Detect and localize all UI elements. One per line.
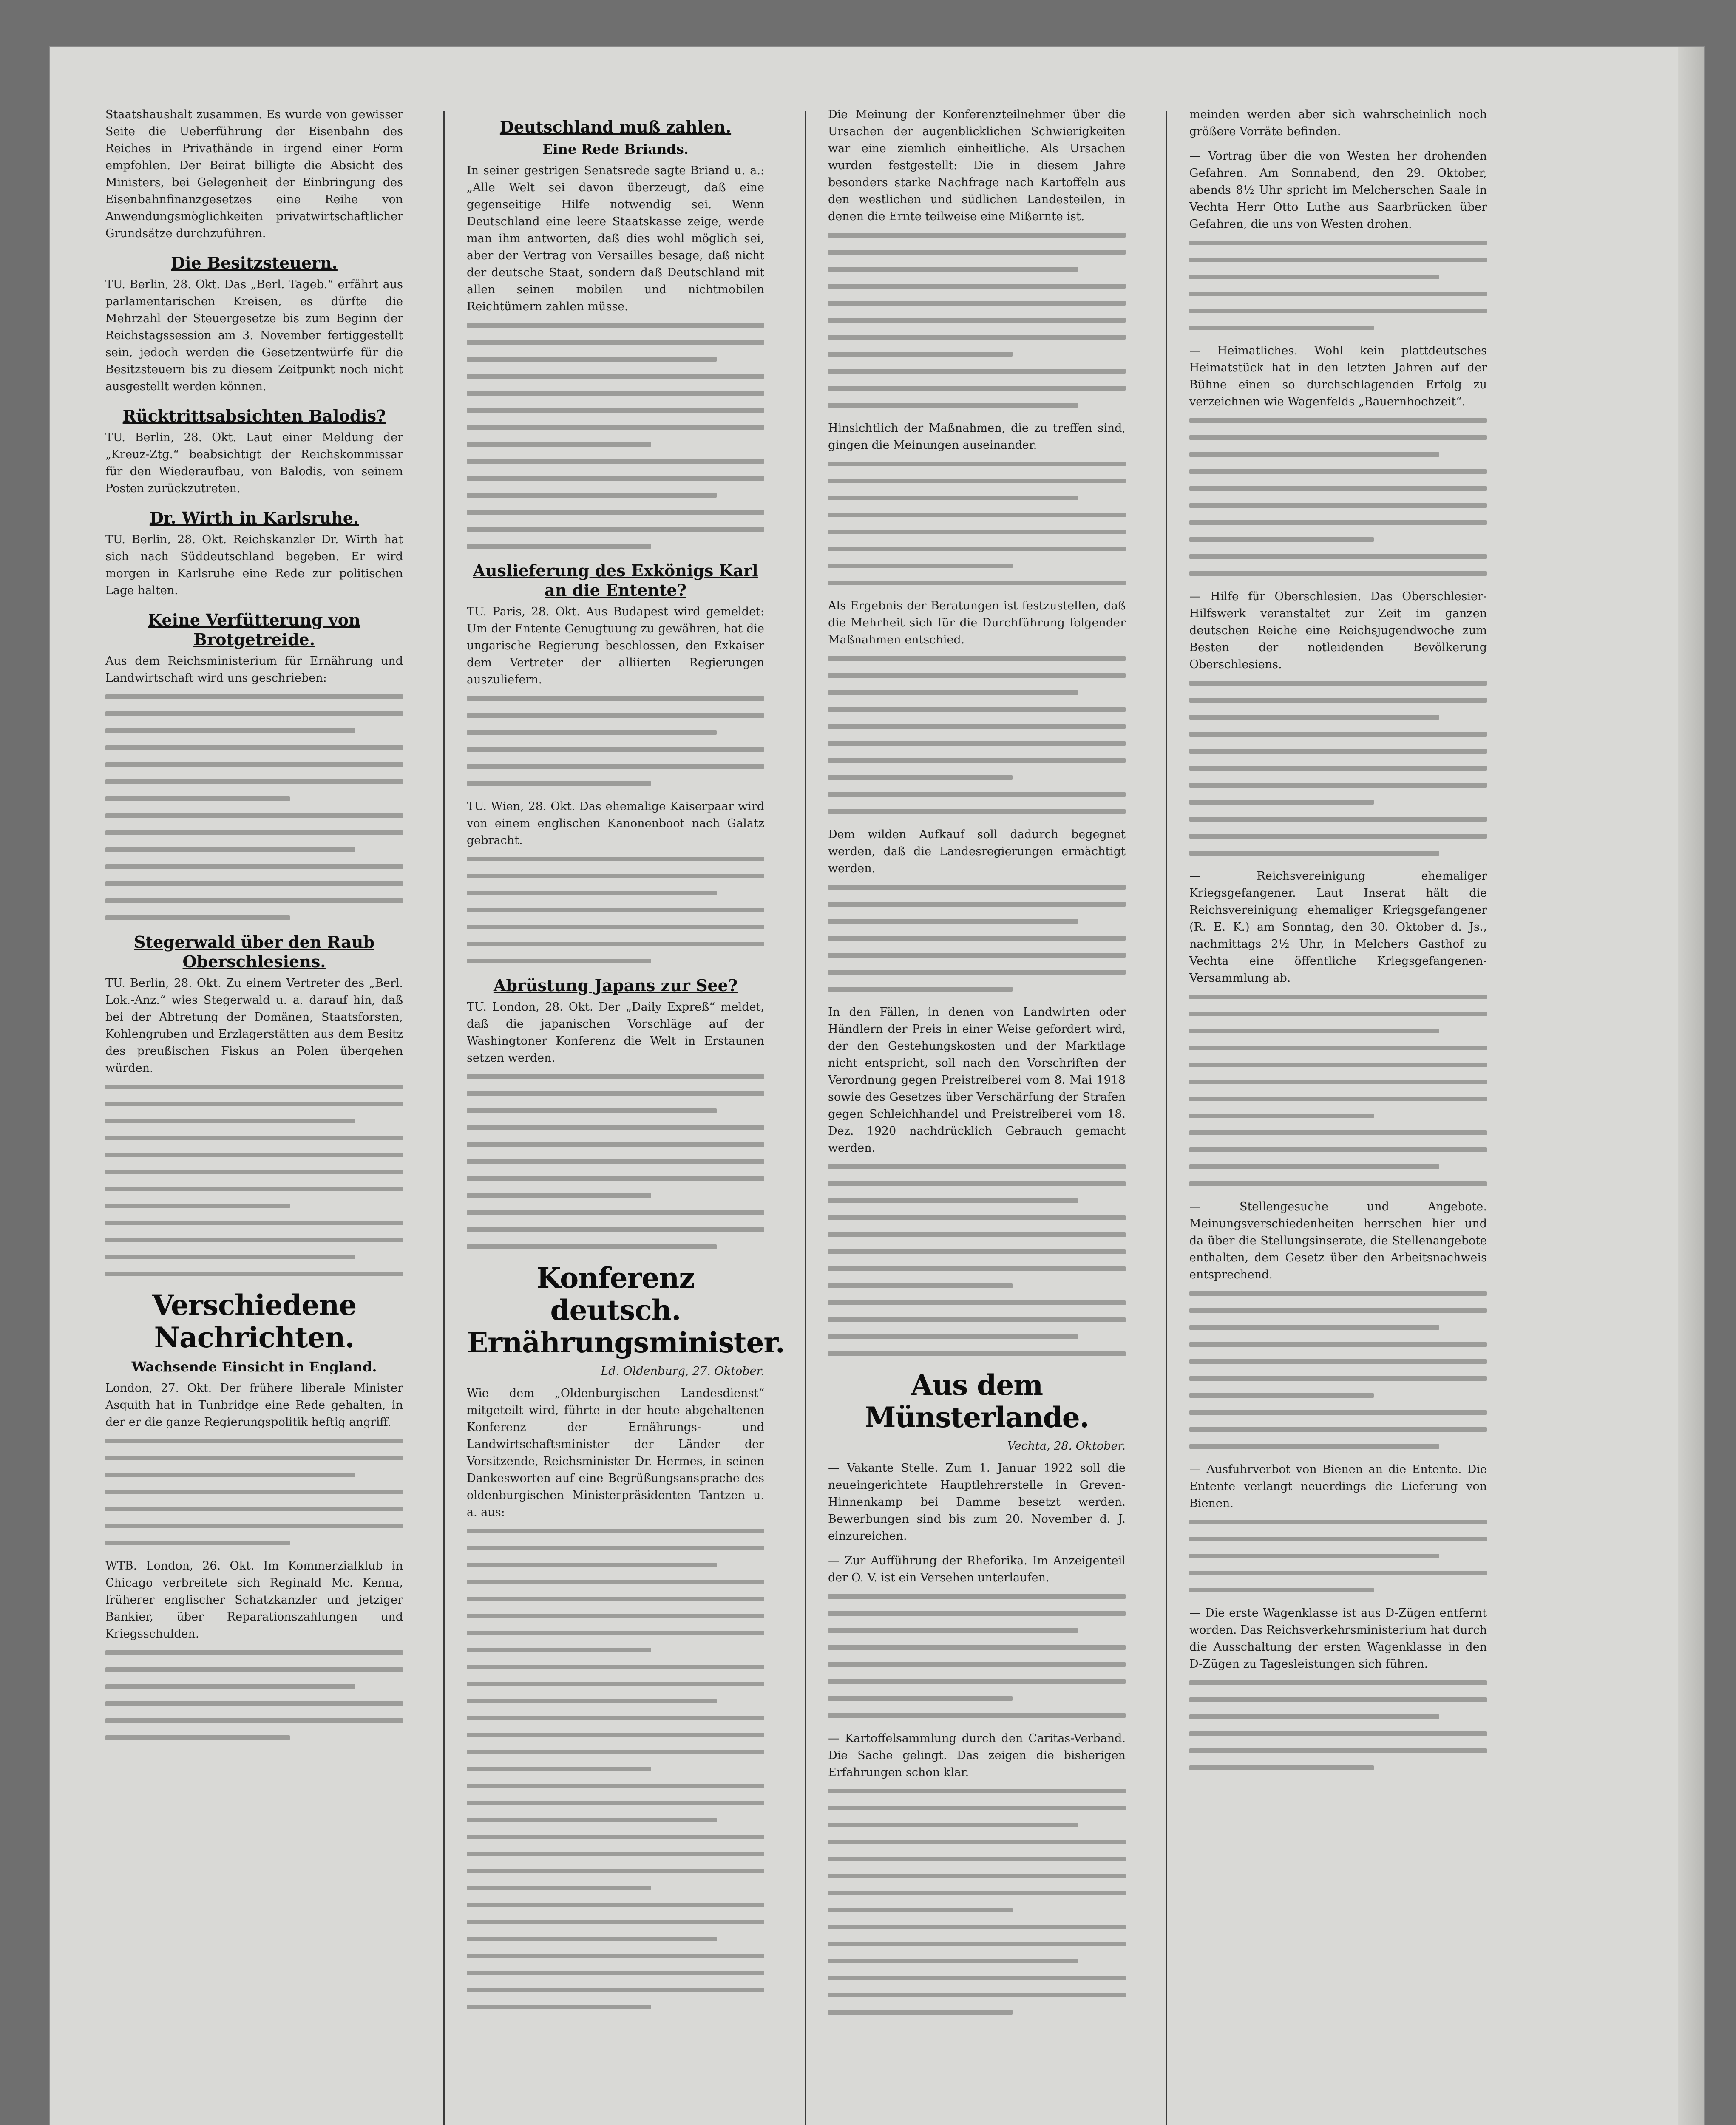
article-text: In den Fällen, in denen von Landwirten oder Händlern der Preis in einer Weise gefordert wird, der den Gestehungskosten und der Marktlage nicht entspricht, soll nach den Vorschriften der Verordnung gegen Preistreiberei vom 8. Mai 1918 sowie des Gesetzes über Verschärfung der Strafen gegen Schleichhandel und Preistreiberei vom 18. Dez. 1920 nachdrücklich Gebrauch gemacht werden. [828, 1006, 1126, 1155]
section-title: Aus dem Münsterlande. [865, 1368, 1089, 1434]
illegible-text-block [828, 1164, 1126, 1356]
illegible-text-block [1189, 994, 1487, 1186]
illegible-text-block [828, 1789, 1126, 2014]
column-rule [805, 110, 806, 2125]
illegible-text-block [1189, 1291, 1487, 1449]
article-text: In seiner gestrigen Senatsrede sagte Briand u. a.: „Alle Welt sei davon überzeugt, daß eine gegenseitige Hilfe notwendig sei. Wenn Deutschland eine leere Staatskasse zeige, werde man ihm antworten, daß dies wohl möglich sei, aber der Vertrag von Versailles besage, daß nicht der deutsche Staat, sondern daß Deutschland mit allen seinen mobilen und nichtmobilen Reichtümern zahlen müsse. [467, 164, 764, 313]
article-text: — Hilfe für Oberschlesien. Das Oberschlesier-Hilfswerk veranstaltet zur Zeit im ganzen deutschen Reiche eine Reichsjugendwoche zum Besten der notleidenden Bevölkerung Oberschlesiens. [1189, 590, 1487, 671]
article-text: Dem wilden Aufkauf soll dadurch begegnet werden, daß die Landesregierungen ermächtigt werden. [828, 828, 1126, 875]
article-text: Staatshaushalt zusammen. Es wurde von gewisser Seite die Ueberführung der Eisenbahn des Reiches in Privathände in irgend einer Form empfohlen. Der Beirat billigte die Absicht des Ministers, bei Gelegenheit der Einbringung des Eisenbahnfinanzgesetzes eine Reihe von Anwendungsmöglichkeiten privatwirtschaftlicher Grundsätze durchzuführen. [105, 108, 403, 240]
article-text: TU. Paris, 28. Okt. Aus Budapest wird gemeldet: Um der Entente Genugtuung zu gewähren, hat die ungarische Regierung beschlossen, den Exkaiser dem Vertreter der alliierten Regierungen auszuliefern. [467, 605, 764, 686]
column-3 [828, 106, 1126, 2027]
article-text: — Ausfuhrverbot von Bienen an die Entente. Die Entente verlangt neuerdings die Lieferung von Bienen. [1189, 1463, 1487, 1510]
section-title: Konferenz deutsch. Ernährungsminister. [467, 1261, 785, 1359]
illegible-text-block [1189, 1680, 1487, 1770]
newspaper-page [50, 47, 1704, 2125]
column-rule [443, 110, 445, 2125]
article-text: Als Ergebnis der Beratungen ist festzustellen, daß die Mehrheit sich für die Durchführung folgender Maßnahmen entschied. [828, 599, 1126, 646]
illegible-text-block [1189, 1520, 1487, 1592]
article-text: Aus dem Reichsministerium für Ernährung und Landwirtschaft wird uns geschrieben: [105, 654, 403, 685]
illegible-text-block [467, 1074, 764, 1249]
illegible-text-block [828, 885, 1126, 992]
illegible-text-block [828, 656, 1126, 814]
article-text: TU. London, 28. Okt. Der „Daily Expreß“ meldet, daß die japanischen Vorschläge auf der Washingtoner Konferenz die Welt in Erstaunen setzen werden. [467, 1000, 764, 1065]
illegible-text-block [1189, 681, 1487, 856]
article-text: — Zur Aufführung der Rheforika. Im Anzeigenteil der O. V. ist ein Versehen unterlaufen. [828, 1554, 1126, 1584]
dateline: Ld. Oldenburg, 27. Oktober. [601, 1365, 764, 1378]
dateline: Vechta, 28. Oktober. [1007, 1439, 1126, 1453]
article-heading: Die Besitzsteuern. [171, 253, 338, 272]
article-heading: Rücktrittsabsichten Balodis? [122, 406, 386, 425]
illegible-text-block [105, 1439, 403, 1545]
section-title: Verschiedene Nachrichten. [152, 1289, 357, 1354]
article-text: meinden werden aber sich wahrscheinlich noch größere Vorräte befinden. [1189, 108, 1487, 138]
article-text: TU. Berlin, 28. Okt. Reichskanzler Dr. Wirth hat sich nach Süddeutschland begeben. Er wird morgen in Karlsruhe eine Rede zur politischen Lage halten. [105, 533, 403, 597]
illegible-text-block [105, 694, 403, 920]
article-text: — Die erste Wagenklasse ist aus D-Zügen entfernt worden. Das Reichsverkehrsministerium hat durch die Ausschaltung der ersten Wagenklasse in den D-Zügen zu Tagesleistungen sich führen. [1189, 1606, 1487, 1671]
article-subheading: Eine Rede Briands. [542, 141, 689, 157]
article-heading: Deutschland muß zahlen. [499, 117, 732, 136]
article-text: TU. Berlin, 28. Okt. Zu einem Vertreter des „Berl. Lok.-Anz.“ wies Stegerwald u. a. darauf hin, daß bei der Abtretung der Domänen, Staatsforsten, Kohlengruben und Erzlagerstätten aus dem Besitz des preußischen Fiskus an Polen übergehen würden. [105, 977, 403, 1075]
column-rule [1166, 110, 1167, 2125]
article-text: London, 27. Okt. Der frühere liberale Minister Asquith hat in Tunbridge eine Rede gehalten, in der er die ganze Regierungspolitik heftig angriff. [105, 1382, 403, 1429]
illegible-text-block [105, 1085, 403, 1276]
illegible-text-block [105, 1650, 403, 1740]
article-text: — Vakante Stelle. Zum 1. Januar 1922 soll die neueingerichtete Hauptlehrerstelle in Greven-Hinnenkamp bei Damme besetzt werden. Bewerbungen sind bis zum 20. November d. J. einzureichen. [828, 1462, 1126, 1543]
article-heading: Stegerwald über den Raub Oberschlesiens. [133, 932, 374, 971]
article-text: — Reichsvereinigung ehemaliger Kriegsgefangener. Laut Inserat hält die Reichsvereinigung ehemaliger Kriegsgefangener (R. E. K.) am Sonntag, den 30. Oktober d. Js., nachmittags 2½ Uhr, in Melchers Gasthof zu Vechta eine öffentliche Kriegsgefangenen-Versammlung ab. [1189, 870, 1487, 985]
article-heading: Keine Verfütterung von Brotgetreide. [148, 610, 360, 649]
article-text: Die Meinung der Konferenzteilnehmer über die Ursachen der augenblicklichen Schwierigkeiten war eine ziemlich einheitliche. Als Ursachen wurden festgestellt: Die in diesem Jahre besonders starke Nachfrage nach Kartoffeln aus den westlichen und südlichen Landesteilen, in denen die Ernte teilweise eine Mißernte ist. [828, 108, 1126, 223]
article-text: Hinsichtlich der Maßnahmen, die zu treffen sind, gingen die Meinungen auseinander. [828, 422, 1126, 452]
illegible-text-block [467, 323, 764, 549]
article-text: — Heimatliches. Wohl kein plattdeutsches Heimatstück hat in den letzten Jahren auf der Bühne einen so durchschlagenden Erfolg zu verzeichnen wie Wagenfelds „Bauernhochzeit“. [1189, 344, 1487, 408]
article-text: TU. Berlin, 28. Okt. Laut einer Meldung der „Kreuz-Ztg.“ beabsichtigt der Reichskommissar für den Wiederaufbau, von Balodis, von seinem Posten zurückzutreten. [105, 431, 403, 495]
illegible-text-block [467, 696, 764, 786]
article-heading: Wachsende Einsicht in England. [131, 1359, 377, 1375]
column-1 [105, 106, 403, 1752]
article-heading: Dr. Wirth in Karlsruhe. [149, 508, 359, 527]
illegible-text-block [828, 462, 1126, 585]
article-text: TU. Berlin, 28. Okt. Das „Berl. Tageb.“ erfährt aus parlamentarischen Kreisen, es dürfte die Mehrzahl der Steuergesetze bis zum Beginn der Reichstagssession am 3. November fertiggestellt sein, jedoch werden die Gesetzentwürfe für die Besitzsteuern bis zu diesem Zeitpunkt noch nicht ausgestellt werden können. [105, 278, 403, 393]
page-fold-shadow [1678, 47, 1704, 2125]
illegible-text-block [828, 233, 1126, 408]
column-2 [467, 106, 785, 2022]
article-heading: Abrüstung Japans zur See? [493, 976, 738, 995]
article-text: — Vortrag über die von Westen her drohenden Gefahren. Am Sonnabend, den 29. Oktober, abends 8½ Uhr spricht im Melcherschen Saale in Vechta Herr Otto Luthe aus Saarbrücken über Gefahren, die uns von Westen drohen. [1189, 150, 1487, 231]
illegible-text-block [828, 1594, 1126, 1718]
column-4 [1189, 106, 1487, 1782]
article-text: WTB. London, 26. Okt. Im Kommerzialklub in Chicago verbreitete sich Reginald Mc. Kenna, früherer englischer Schatzkanzler und jetziger Bankier, über Reparationszahlungen und Kriegsschulden. [105, 1559, 403, 1640]
illegible-text-block [1189, 418, 1487, 576]
article-heading: Auslieferung des Exkönigs Karl an die Entente? [473, 561, 758, 600]
article-text: — Stellengesuche und Angebote. Meinungsverschiedenheiten herrschen hier und da über die Stellungsinserate, die Stellenangebote enthalten, dem Gesetz über den Arbeitsnachweis entsprechend. [1189, 1200, 1487, 1281]
illegible-text-block [467, 1529, 764, 2009]
article-text: TU. Wien, 28. Okt. Das ehemalige Kaiserpaar wird von einem englischen Kanonenboot nach Galatz gebracht. [467, 800, 764, 847]
illegible-text-block [1189, 241, 1487, 330]
illegible-text-block [467, 857, 764, 963]
article-text: Wie dem „Oldenburgischen Landesdienst“ mitgeteilt wird, führte in der heute abgehaltenen Konferenz der Ernährungs- und Landwirtschaftsminister der Länder der Vorsitzende, Reichsminister Dr. Hermes, in seinen Dankesworten auf eine Begrüßungsansprache des oldenburgischen Ministerpräsidenten Tantzen u. a. aus: [467, 1387, 764, 1519]
article-text: — Kartoffelsammlung durch den Caritas-Verband. Die Sache gelingt. Das zeigen die bisherigen Erfahrungen schon klar. [828, 1732, 1126, 1779]
